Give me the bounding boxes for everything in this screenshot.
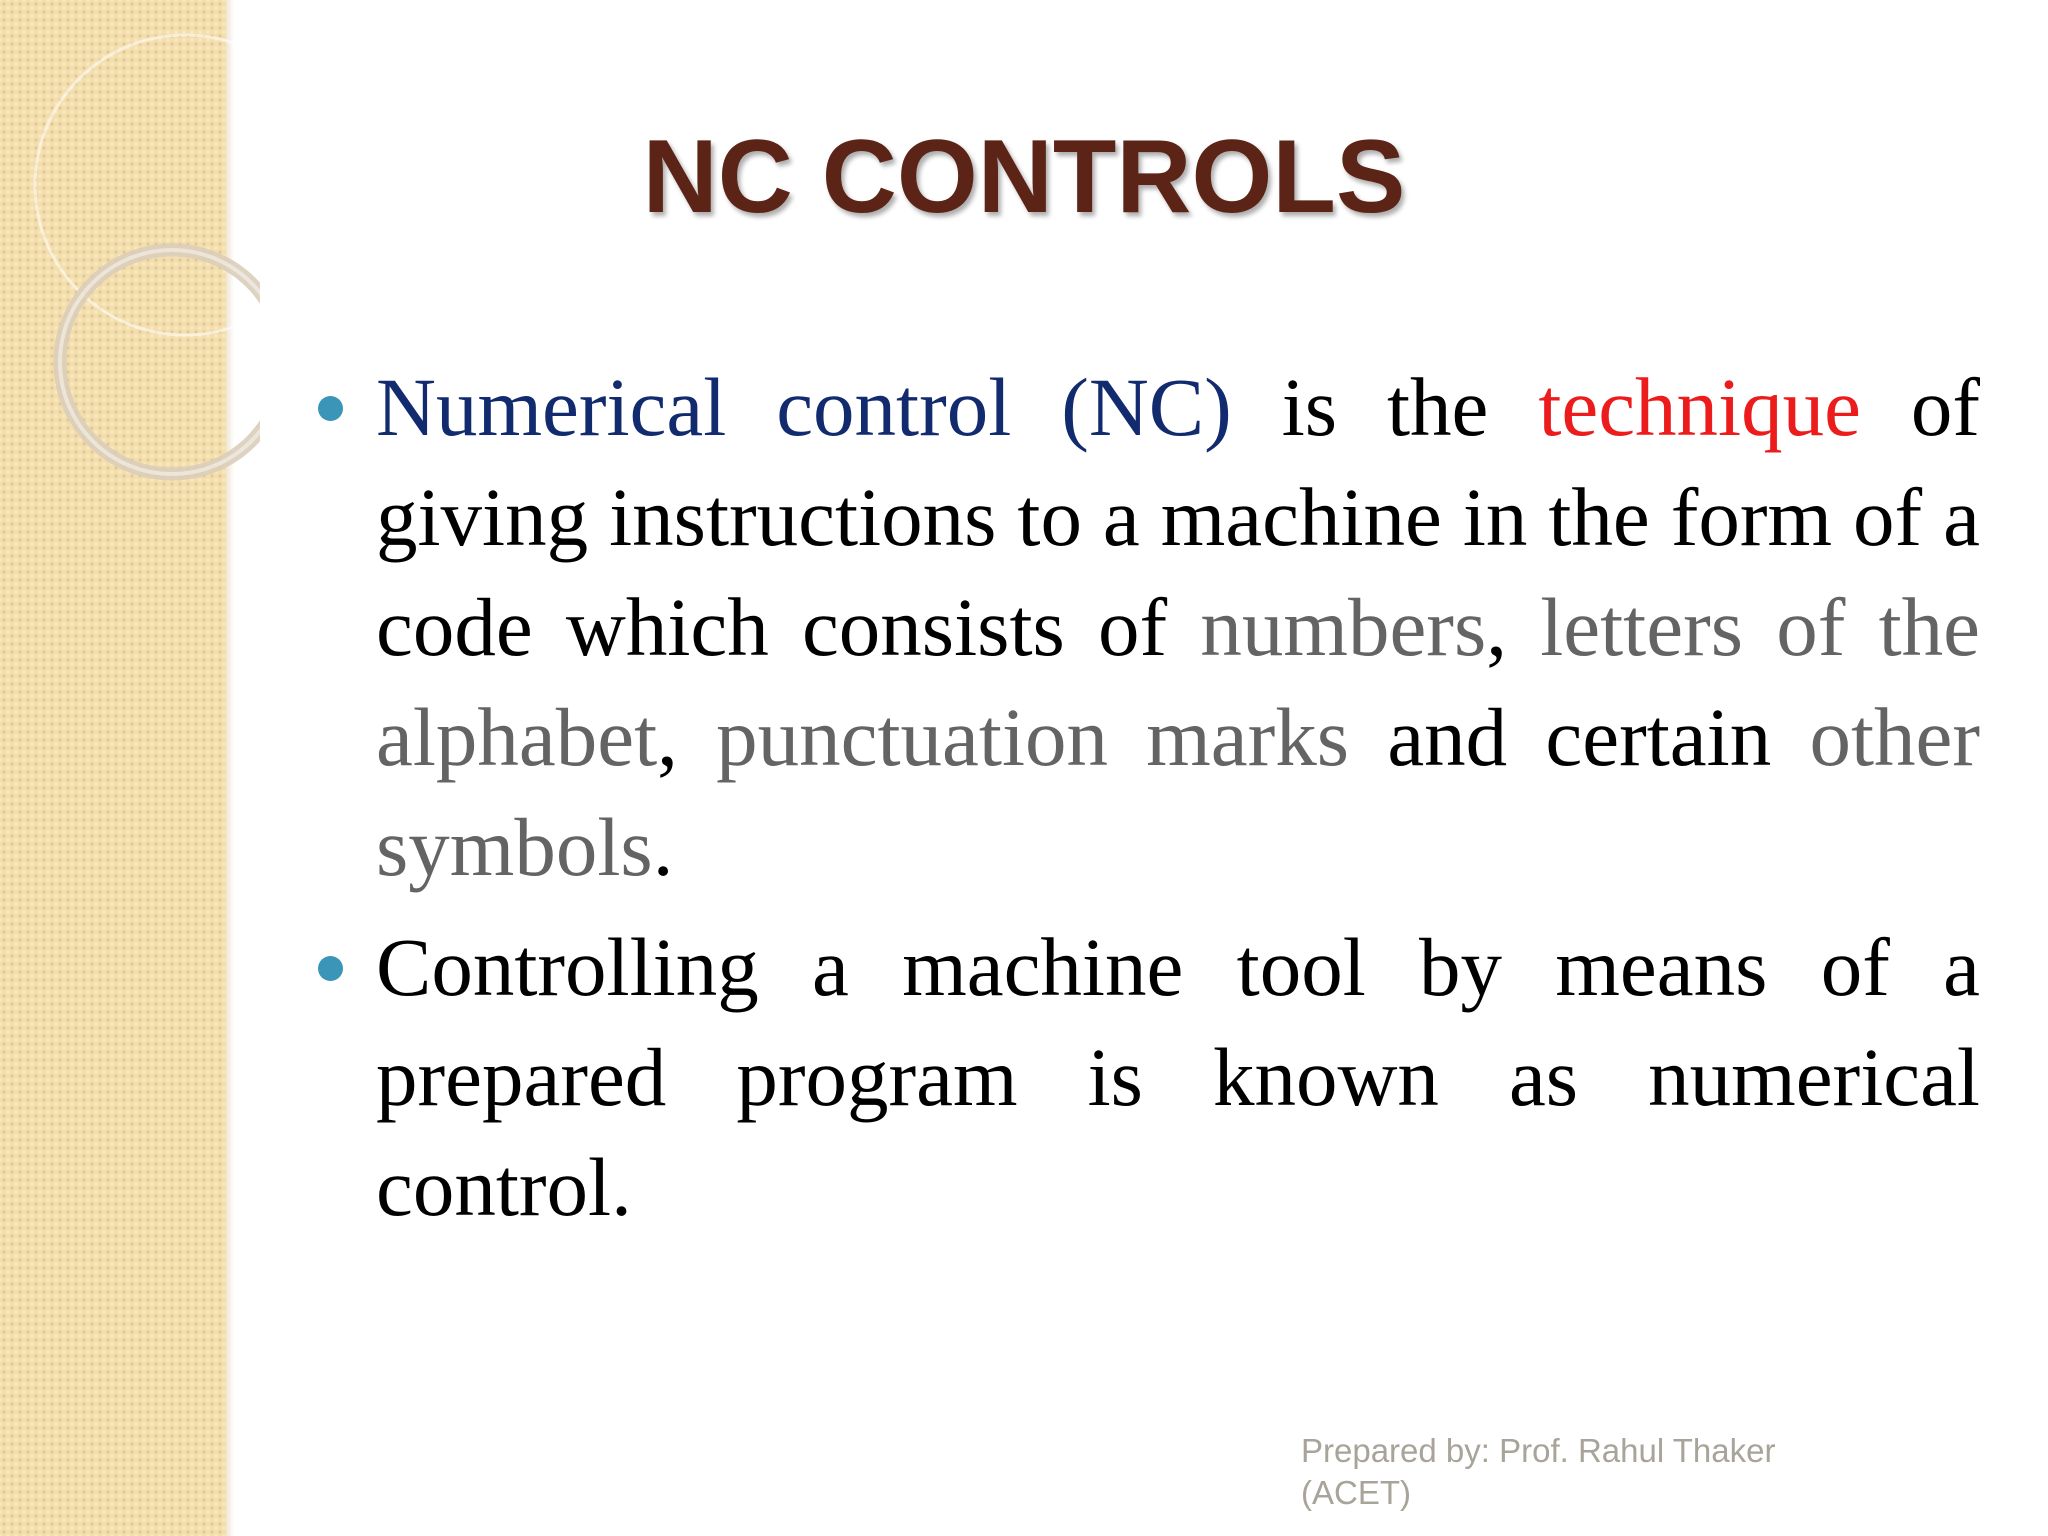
body-text: Controlling a machine tool by means of a prepared program is known as numerical control. [376,921,1980,1233]
bullet-item-1 [376,352,1980,902]
slide-title: NC CONTROLS [642,119,1406,235]
body-text: of giving instructions to a machine in the form of a code which consists of [376,361,1981,673]
footer-credit [1301,1430,1861,1514]
highlight-term: letters of the alphabet [376,581,1980,783]
bullet-item-2 [376,912,1980,1242]
body-text: is the [1231,361,1539,453]
body-text: , [1486,581,1541,673]
highlight-term: punctuation marks [716,691,1350,783]
footer-line-2: (ACET) [1301,1474,1411,1511]
bullet-dot-icon [318,956,343,981]
ring-decoration [0,0,260,520]
body-text: . [652,801,674,893]
highlight-term: Numerical control (NC) [376,361,1232,453]
ring-small-highlight [60,250,260,474]
body-text: , [657,691,717,783]
bullet-dot-icon [318,396,343,421]
body-text: and certain [1349,691,1810,783]
bullet-list [376,352,1980,1252]
highlight-term: numbers [1200,581,1487,673]
highlight-term: other symbols [376,691,1980,893]
footer-line-1: Prepared by: Prof. Rahul Thaker [1301,1432,1776,1469]
highlight-term: technique [1538,361,1861,453]
